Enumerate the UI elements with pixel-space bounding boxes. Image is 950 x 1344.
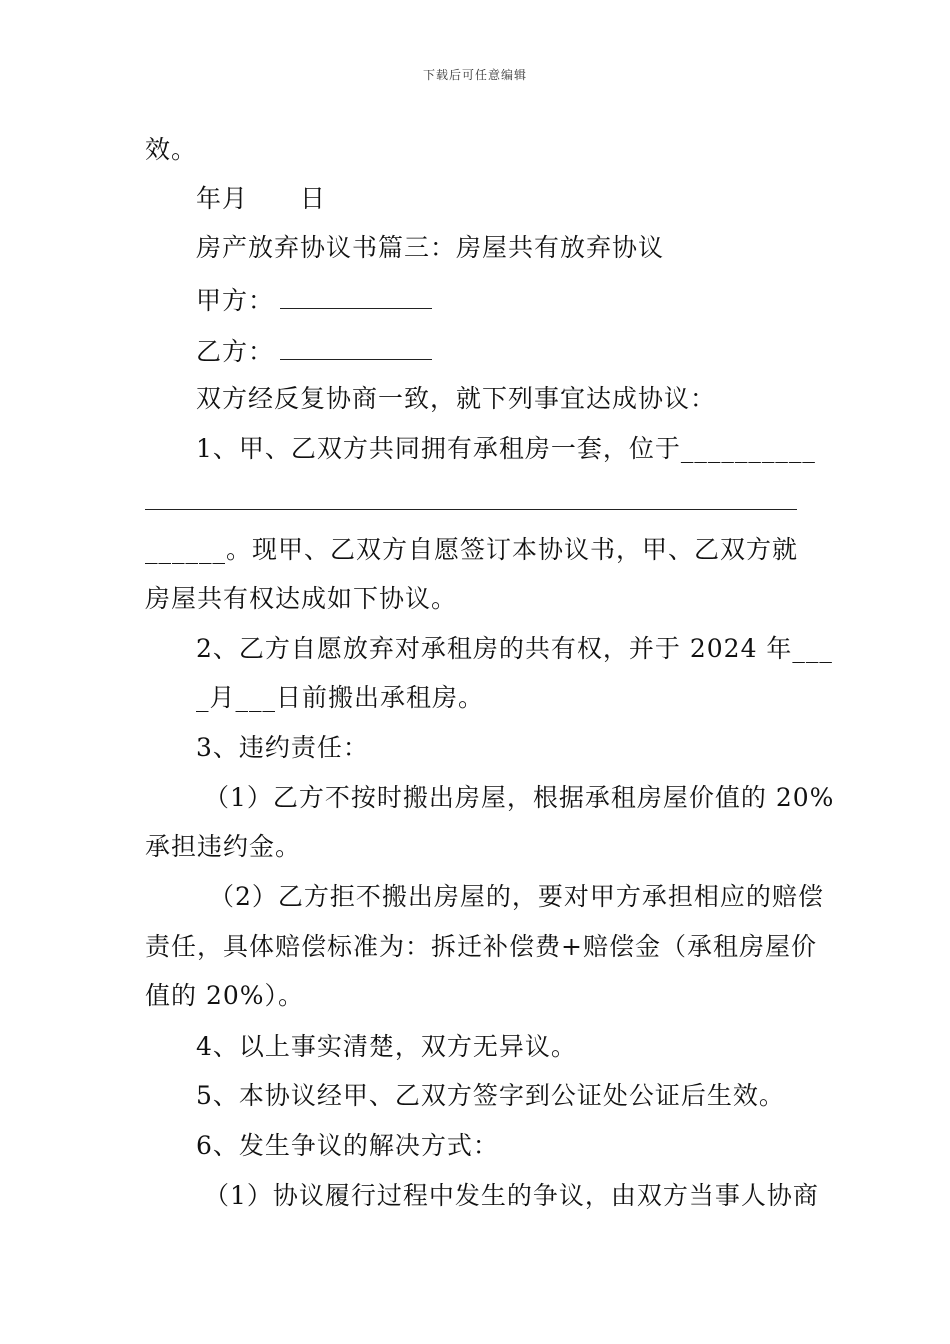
text-line: 承担违约金。 [145, 832, 302, 861]
text-line: 双方经反复协商一致，就下列事宜达成协议： [196, 384, 717, 413]
clause-6-1: （1）协议履行过程中发生的争议，由双方当事人协商 [204, 1181, 819, 1210]
party-a-blank [280, 284, 432, 309]
clause-3-1: （1）乙方不按时搬出房屋，根据承租房屋价值的 20% [204, 783, 835, 812]
clause-6: 6、发生争议的解决方式： [196, 1131, 499, 1160]
clause-4: 4、以上事实清楚，双方无异议。 [196, 1032, 577, 1061]
address-blank-line [145, 509, 797, 510]
clause-1: 1、甲、乙双方共同拥有承租房一套，位于__________ [196, 434, 816, 463]
party-b-label: 乙方： [196, 337, 275, 366]
page-header-note: 下载后可任意编辑 [422, 68, 527, 82]
text-line: 值的 20%）。 [145, 981, 305, 1010]
text-line: _月___日前搬出承租房。 [196, 683, 485, 712]
clause-3-2: （2）乙方拒不搬出房屋的，要对甲方承担相应的赔偿 [209, 882, 824, 911]
date-line: 年月 日 [196, 184, 327, 213]
section-title: 房产放弃协议书篇三：房屋共有放弃协议 [196, 233, 665, 262]
party-b-blank [280, 335, 432, 360]
clause-2: 2、乙方自愿放弃对承租房的共有权，并于 2024 年___ [196, 634, 833, 663]
party-a-line [196, 284, 432, 316]
text-line: 责任，具体赔偿标准为：拆迁补偿费+赔偿金（承租房屋价 [145, 932, 817, 961]
text-line: ______。现甲、乙双方自愿签订本协议书，甲、乙双方就 [145, 535, 799, 564]
text-line: 效。 [145, 135, 198, 164]
clause-5: 5、本协议经甲、乙双方签字到公证处公证后生效。 [196, 1081, 785, 1110]
party-a-label: 甲方： [196, 286, 275, 315]
clause-3: 3、违约责任： [196, 733, 369, 762]
text-line: 房屋共有权达成如下协议。 [145, 584, 458, 613]
party-b-line [196, 335, 432, 367]
